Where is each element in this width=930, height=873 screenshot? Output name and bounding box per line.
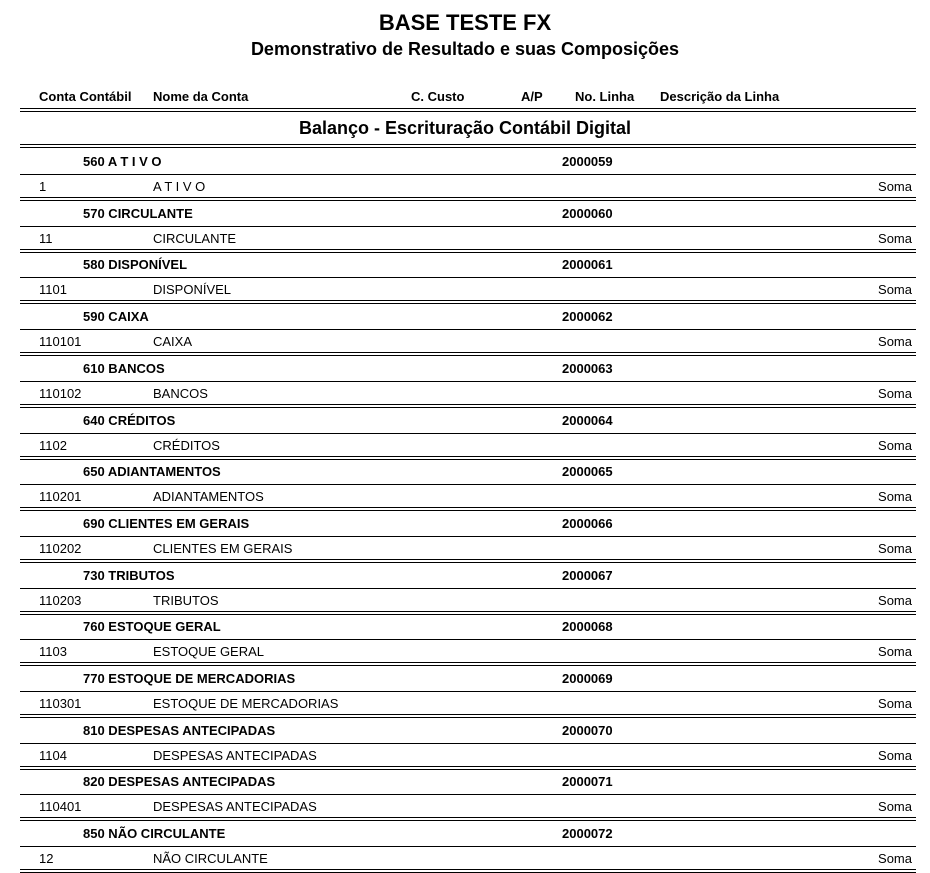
- group-line-number: 2000066: [562, 515, 613, 531]
- group-header-label: 810 DESPESAS ANTECIPADAS: [83, 722, 276, 738]
- detail-account-code: 110101: [39, 334, 82, 350]
- detail-account-code: 110102: [39, 385, 82, 401]
- group-header-label: 760 ESTOQUE GERAL: [83, 619, 221, 635]
- group-header-label: 730 TRIBUTOS: [83, 567, 175, 583]
- row-divider: [20, 510, 916, 511]
- row-divider: [20, 303, 916, 304]
- detail-line-description: Soma: [878, 799, 912, 815]
- detail-line-description: Soma: [878, 385, 912, 401]
- detail-line-description: Soma: [878, 747, 912, 763]
- group-header-label: 590 CAIXA: [83, 309, 149, 325]
- detail-account-code: 1103: [39, 644, 67, 660]
- row-divider: [20, 459, 916, 460]
- group-line-number: 2000069: [562, 671, 613, 686]
- detail-account-code: 1: [39, 179, 47, 194]
- row-divider: [20, 665, 916, 666]
- detail-line-description: Soma: [878, 179, 912, 194]
- col-header-ap: A/P: [521, 89, 543, 104]
- detail-account-name: ADIANTAMENTOS: [153, 489, 264, 505]
- group-header-label: 850 NÃO CIRCULANTE: [83, 826, 226, 842]
- group-line-number: 2000061: [562, 257, 613, 273]
- row-divider: [20, 407, 916, 408]
- group-header-label: 690 CLIENTES EM GERAIS: [83, 515, 250, 531]
- section-rule: [20, 144, 916, 145]
- detail-account-name: DESPESAS ANTECIPADAS: [153, 747, 317, 763]
- group-line-number: 2000062: [562, 309, 613, 325]
- group-line-number: 2000059: [562, 154, 613, 169]
- group-divider: [20, 484, 916, 485]
- detail-line-description: Soma: [878, 489, 912, 505]
- section-rule: [20, 147, 916, 148]
- detail-account-name: DESPESAS ANTECIPADAS: [153, 799, 317, 815]
- detail-line-description: Soma: [878, 851, 912, 867]
- row-divider: [20, 300, 916, 301]
- row-divider: [20, 717, 916, 718]
- row-divider: [20, 197, 916, 198]
- detail-line-description: Soma: [878, 334, 912, 350]
- detail-account-name: CLIENTES EM GERAIS: [153, 540, 293, 556]
- detail-account-name: CIRCULANTE: [153, 230, 237, 246]
- detail-account-code: 11: [39, 230, 53, 246]
- group-divider: [20, 536, 916, 537]
- group-header-label: 610 BANCOS: [83, 360, 165, 376]
- group-divider: [20, 846, 916, 847]
- detail-account-name: TRIBUTOS: [153, 592, 219, 608]
- detail-line-description: Soma: [878, 230, 912, 246]
- detail-account-code: 110401: [39, 799, 82, 815]
- detail-line-description: Soma: [878, 282, 912, 298]
- group-line-number: 2000060: [562, 205, 613, 221]
- row-divider: [20, 714, 916, 715]
- row-divider: [20, 869, 916, 870]
- detail-line-description: Soma: [878, 592, 912, 608]
- group-divider: [20, 329, 916, 330]
- detail-line-description: Soma: [878, 540, 912, 556]
- row-divider: [20, 252, 916, 253]
- group-divider: [20, 277, 916, 278]
- group-header-label: 560 A T I V O: [83, 154, 162, 169]
- group-divider: [20, 226, 916, 227]
- detail-account-name: CRÉDITOS: [153, 437, 220, 453]
- group-line-number: 2000070: [562, 722, 613, 738]
- report-subtitle: Demonstrativo de Resultado e suas Composições: [250, 39, 680, 59]
- group-divider: [20, 794, 916, 795]
- group-divider: [20, 691, 916, 692]
- detail-account-name: A T I V O: [153, 179, 206, 194]
- detail-line-description: Soma: [878, 696, 912, 711]
- group-line-number: 2000068: [562, 619, 613, 635]
- row-divider: [20, 766, 916, 767]
- row-divider: [20, 817, 916, 818]
- group-header-label: 640 CRÉDITOS: [83, 412, 176, 428]
- detail-account-code: 110203: [39, 592, 82, 608]
- group-divider: [20, 743, 916, 744]
- col-header-descricao: Descrição da Linha: [660, 89, 780, 104]
- row-divider: [20, 355, 916, 356]
- row-divider: [20, 456, 916, 457]
- row-divider: [20, 507, 916, 508]
- row-divider: [20, 404, 916, 405]
- row-divider: [20, 611, 916, 612]
- detail-account-code: 110202: [39, 540, 82, 556]
- group-header-label: 770 ESTOQUE DE MERCADORIAS: [83, 671, 296, 686]
- row-divider: [20, 820, 916, 821]
- group-header-label: 580 DISPONÍVEL: [83, 257, 188, 273]
- detail-account-code: 1104: [39, 747, 67, 763]
- detail-account-name: DISPONÍVEL: [153, 282, 232, 298]
- detail-line-description: Soma: [878, 644, 912, 660]
- group-line-number: 2000065: [562, 464, 613, 480]
- section-title: Balanço - Escrituração Contábil Digital: [298, 118, 632, 138]
- row-divider: [20, 769, 916, 770]
- row-divider: [20, 352, 916, 353]
- header-rule: [20, 111, 916, 112]
- group-line-number: 2000064: [562, 412, 613, 428]
- detail-account-code: 110201: [39, 489, 82, 505]
- row-divider: [20, 614, 916, 615]
- detail-line-description: Soma: [878, 437, 912, 453]
- detail-account-name: CAIXA: [153, 334, 193, 350]
- group-header-label: 650 ADIANTAMENTOS: [83, 464, 221, 480]
- row-divider: [20, 559, 916, 560]
- group-divider: [20, 381, 916, 382]
- detail-account-name: ESTOQUE DE MERCADORIAS: [153, 696, 339, 711]
- detail-account-name: BANCOS: [153, 385, 208, 401]
- group-line-number: 2000067: [562, 567, 613, 583]
- row-divider: [20, 562, 916, 563]
- group-divider: [20, 588, 916, 589]
- detail-account-code: 1101: [39, 282, 67, 298]
- group-line-number: 2000063: [562, 360, 613, 376]
- col-header-linha: No. Linha: [575, 89, 635, 104]
- col-header-nome: Nome da Conta: [153, 89, 249, 104]
- detail-account-name: ESTOQUE GERAL: [153, 644, 265, 660]
- col-header-conta: Conta Contábil: [39, 89, 132, 104]
- header-rule: [20, 108, 916, 109]
- detail-account-code: 110301: [39, 696, 82, 711]
- group-divider: [20, 639, 916, 640]
- group-divider: [20, 174, 916, 175]
- row-divider: [20, 200, 916, 201]
- detail-account-code: 12: [39, 851, 54, 867]
- group-line-number: 2000071: [562, 774, 613, 790]
- group-header-label: 820 DESPESAS ANTECIPADAS: [83, 774, 276, 790]
- report-title: BASE TESTE FX: [378, 10, 552, 35]
- col-header-custo: C. Custo: [411, 89, 465, 104]
- group-header-label: 570 CIRCULANTE: [83, 205, 193, 221]
- row-divider: [20, 249, 916, 250]
- detail-account-name: NÃO CIRCULANTE: [153, 851, 268, 867]
- group-divider: [20, 433, 916, 434]
- group-line-number: 2000072: [562, 826, 613, 842]
- row-divider: [20, 662, 916, 663]
- detail-account-code: 1102: [39, 437, 67, 453]
